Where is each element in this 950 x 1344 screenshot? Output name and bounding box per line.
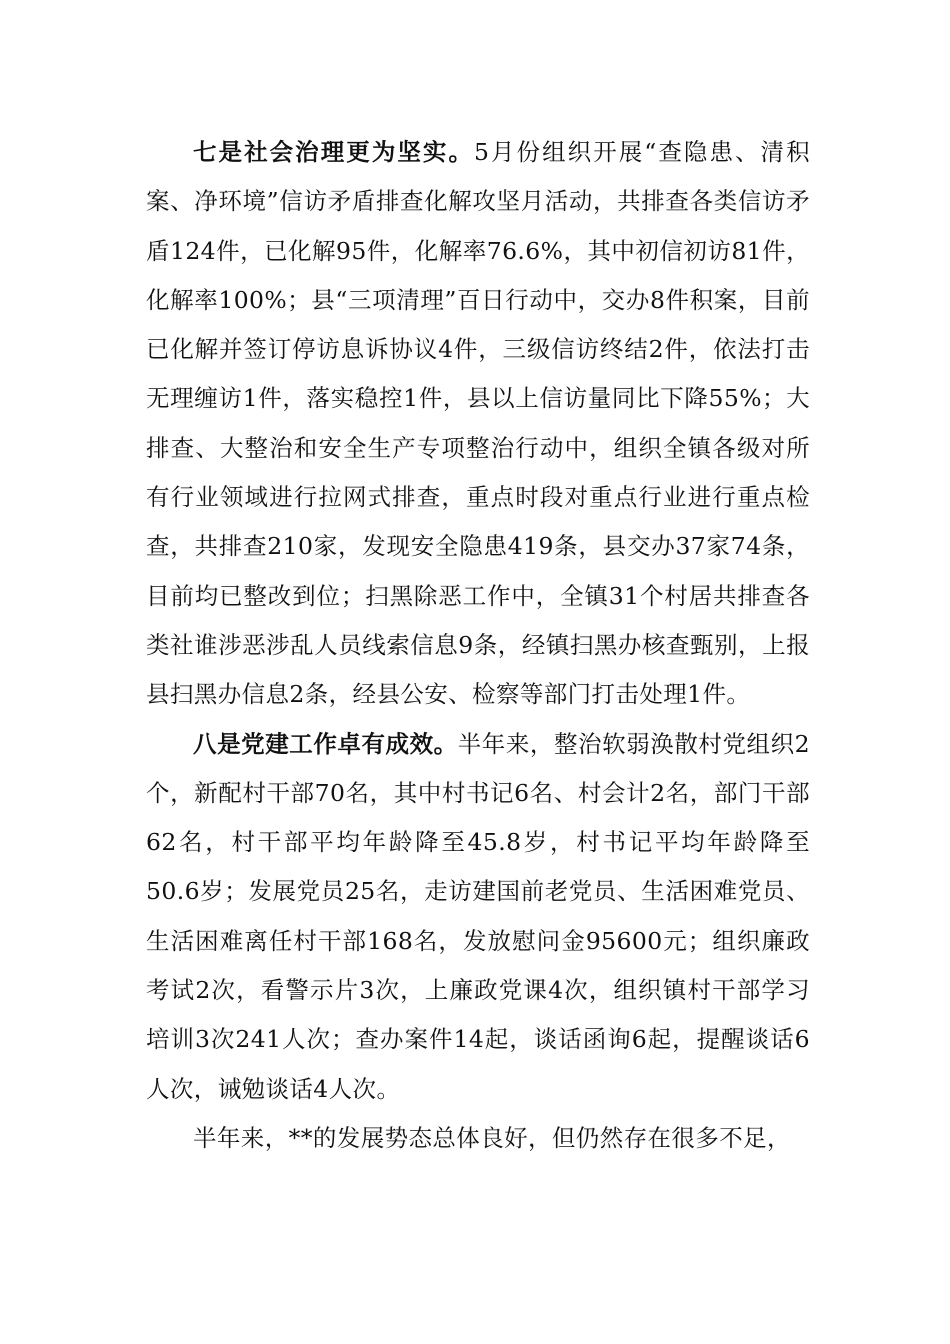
paragraph-body: 半年来，整治软弱涣散村党组织2个，新配村干部70名，其中村书记6名、村会计2名，部门干部62名，村干部平均年龄降至45.8岁，村书记平均年龄降至50.6岁；发展党员25名，走访建国前老党员、生活困难党员、生活困难离任村干部168名，发放慰问金95600元；组织廉政考试2次，看警示片3次，上廉政党课4次，组织镇村干部学习培训3次241人次；查办案件14起，谈话函询6起，提醒谈话6人次，诫勉谈话4人次。 bbox=[146, 729, 811, 1103]
paragraph-lead: 七是社会治理更为坚实。 bbox=[193, 138, 475, 166]
paragraph-lead: 八是党建工作卓有成效。 bbox=[193, 729, 458, 758]
paragraph-party-building bbox=[146, 720, 810, 1114]
paragraph-body: 5月份组织开展“查隐患、清积案、净环境”信访矛盾排查化解攻坚月活动，共排查各类信访矛盾124件，已化解95件，化解率76.6%，其中初信初访81件，化解率100%；县“三项清理”百日行动中，交办8件积案，目前已化解并签订停访息诉协议4件，三级信访终结2件，依法打击无理缠访1件，落实稳控1件，县以上信访量同比下降55%；大排查、大整治和安全生产专项整治行动中，组织全镇各级对所有行业领域进行拉网式排查，重点时段对重点行业进行重点检查，共排查210家，发现安全隐患419条，县交办37家74条，目前均已整改到位；扫黑除恶工作中，全镇31个村居共排查各类社谁涉恶涉乱人员线索信息9条，经镇扫黑办核查甄别，上报县扫黑办信息2条，经县公安、检察等部门打击处理1件。 bbox=[146, 138, 810, 709]
paragraph-body: 半年来，**的发展势态总体良好，但仍然存在很多不足， bbox=[193, 1123, 791, 1152]
paragraph-social-governance bbox=[146, 128, 810, 720]
paragraph-summary bbox=[146, 1114, 810, 1163]
document-page bbox=[146, 128, 810, 1163]
